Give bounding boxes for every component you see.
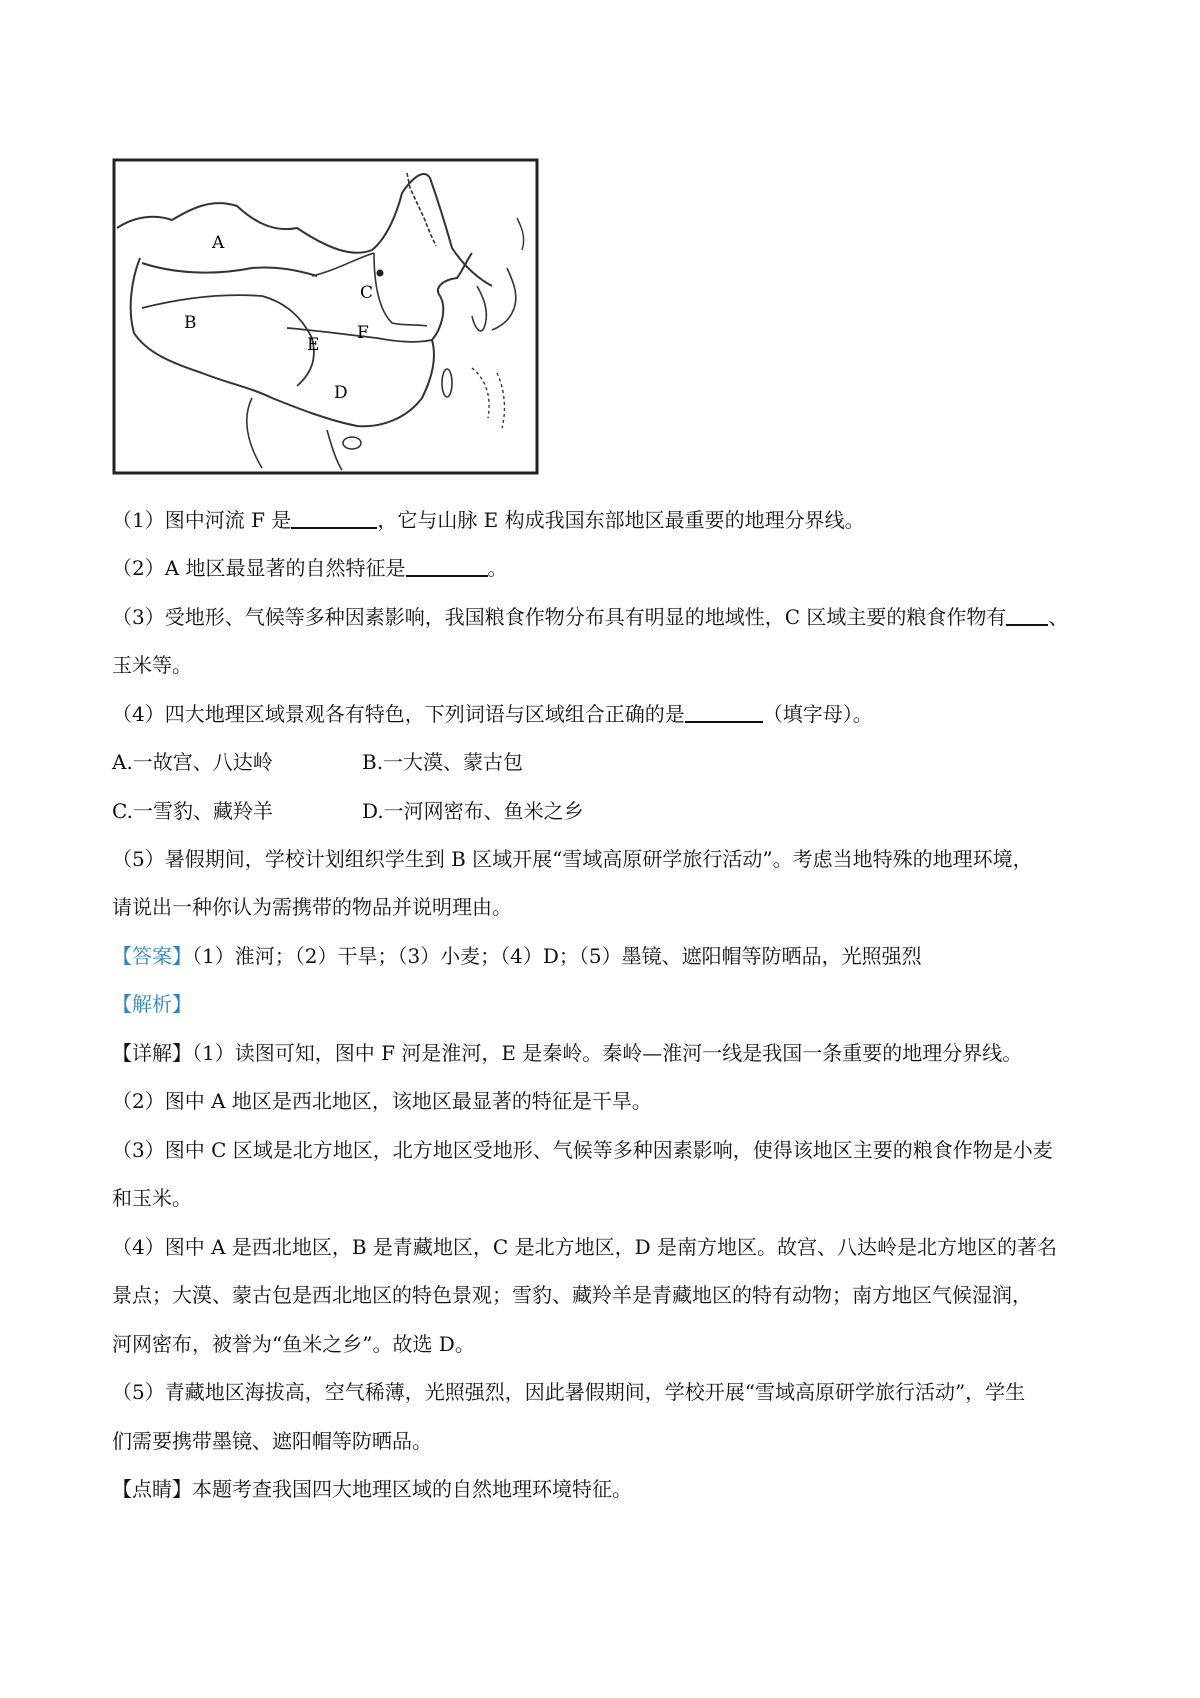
- analysis-line-5: （5）青藏地区海拔高，空气稀薄，光照强烈，因此暑假期间，学校开展“雪域高原研学旅行活动”，学生: [112, 1380, 1026, 1404]
- map-label-b: B: [184, 313, 197, 333]
- answer-blank: [406, 555, 488, 577]
- option-d: D.一河网密布、鱼米之乡: [362, 799, 584, 823]
- question-1-prefix: （1）图中河流 F 是: [112, 508, 292, 532]
- answer-tag: 【答案】: [112, 944, 192, 968]
- map-label-c: C: [360, 283, 374, 303]
- analysis-line-3: （3）图中 C 区域是北方地区，北方地区受地形、气候等多种因素影响，使得该地区主要的粮食作物是小麦: [112, 1138, 1053, 1162]
- question-5: （5）暑假期间，学校计划组织学生到 B 区域开展“雪域高原研学旅行活动”。考虑当地特殊的地理环境，: [112, 847, 1033, 871]
- analysis-line-1: 【详解】（1）读图可知，图中 F 河是淮河，E 是秦岭。秦岭—淮河一线是我国一条重要的地理分界线。: [112, 1041, 1023, 1065]
- option-c: C.一雪豹、藏羚羊: [112, 799, 273, 823]
- answer-blank: [291, 507, 377, 529]
- analysis-point: 【点睛】本题考查我国四大地理区域的自然地理环境特征。: [112, 1477, 632, 1501]
- option-b: B.一大漠、蒙古包: [362, 750, 524, 774]
- answer-text: （1）淮河；（2）干旱；（3）小麦；（4）D；（5）墨镜、遮阳帽等防晒品，光照强烈: [192, 944, 922, 968]
- question-3-continued: 玉米等。: [112, 653, 192, 677]
- question-1: [112, 506, 865, 534]
- question-3-prefix: （3）受地形、气候等多种因素影响，我国粮食作物分布具有明显的地域性，C 区域主要的粮食作物有: [112, 605, 1007, 629]
- question-4: [112, 700, 873, 728]
- question-2-suffix: 。: [487, 556, 508, 580]
- answer-blank: [1006, 604, 1048, 626]
- analysis-line-4-continued: 景点；大漠、蒙古包是西北地区的特色景观；雪豹、藏羚羊是青藏地区的特有动物；南方地区气候湿润，: [112, 1283, 1032, 1307]
- answer-line: [112, 942, 922, 970]
- question-4-suffix: （填字母）。: [762, 702, 873, 726]
- analysis-line-5-continued: 们需要携带墨镜、遮阳帽等防晒品。: [112, 1429, 432, 1453]
- map-label-a: A: [212, 233, 225, 253]
- question-4-prefix: （4）四大地理区域景观各有特色，下列词语与区域组合正确的是: [112, 702, 685, 726]
- question-1-suffix: ，它与山脉 E 构成我国东部地区最重要的地理分界线。: [377, 508, 865, 532]
- china-region-map: [112, 158, 539, 475]
- answer-blank: [685, 701, 763, 723]
- question-5-continued: 请说出一种你认为需携带的物品并说明理由。: [112, 895, 512, 919]
- analysis-line-4-end: 河网密布，被誉为“鱼米之乡”。故选 D。: [112, 1332, 475, 1356]
- question-2: [112, 554, 508, 582]
- analysis-line-3-continued: 和玉米。: [112, 1186, 192, 1210]
- map-label-d: D: [334, 383, 348, 403]
- question-3: [112, 603, 1068, 631]
- map-label-e: E: [307, 335, 320, 355]
- map-label-f: F: [357, 323, 369, 343]
- option-a: A.一故宫、八达岭: [112, 750, 273, 774]
- analysis-tag: 【解析】: [112, 992, 192, 1016]
- question-2-prefix: （2）A 地区最显著的自然特征是: [112, 556, 406, 580]
- analysis-line-2: （2）图中 A 地区是西北地区，该地区最显著的特征是干旱。: [112, 1089, 652, 1113]
- question-3-suffix: 、: [1048, 605, 1069, 629]
- analysis-line-4: （4）图中 A 是西北地区，B 是青藏地区，C 是北方地区，D 是南方地区。故宫、八达岭是北方地区的著名: [112, 1235, 1057, 1259]
